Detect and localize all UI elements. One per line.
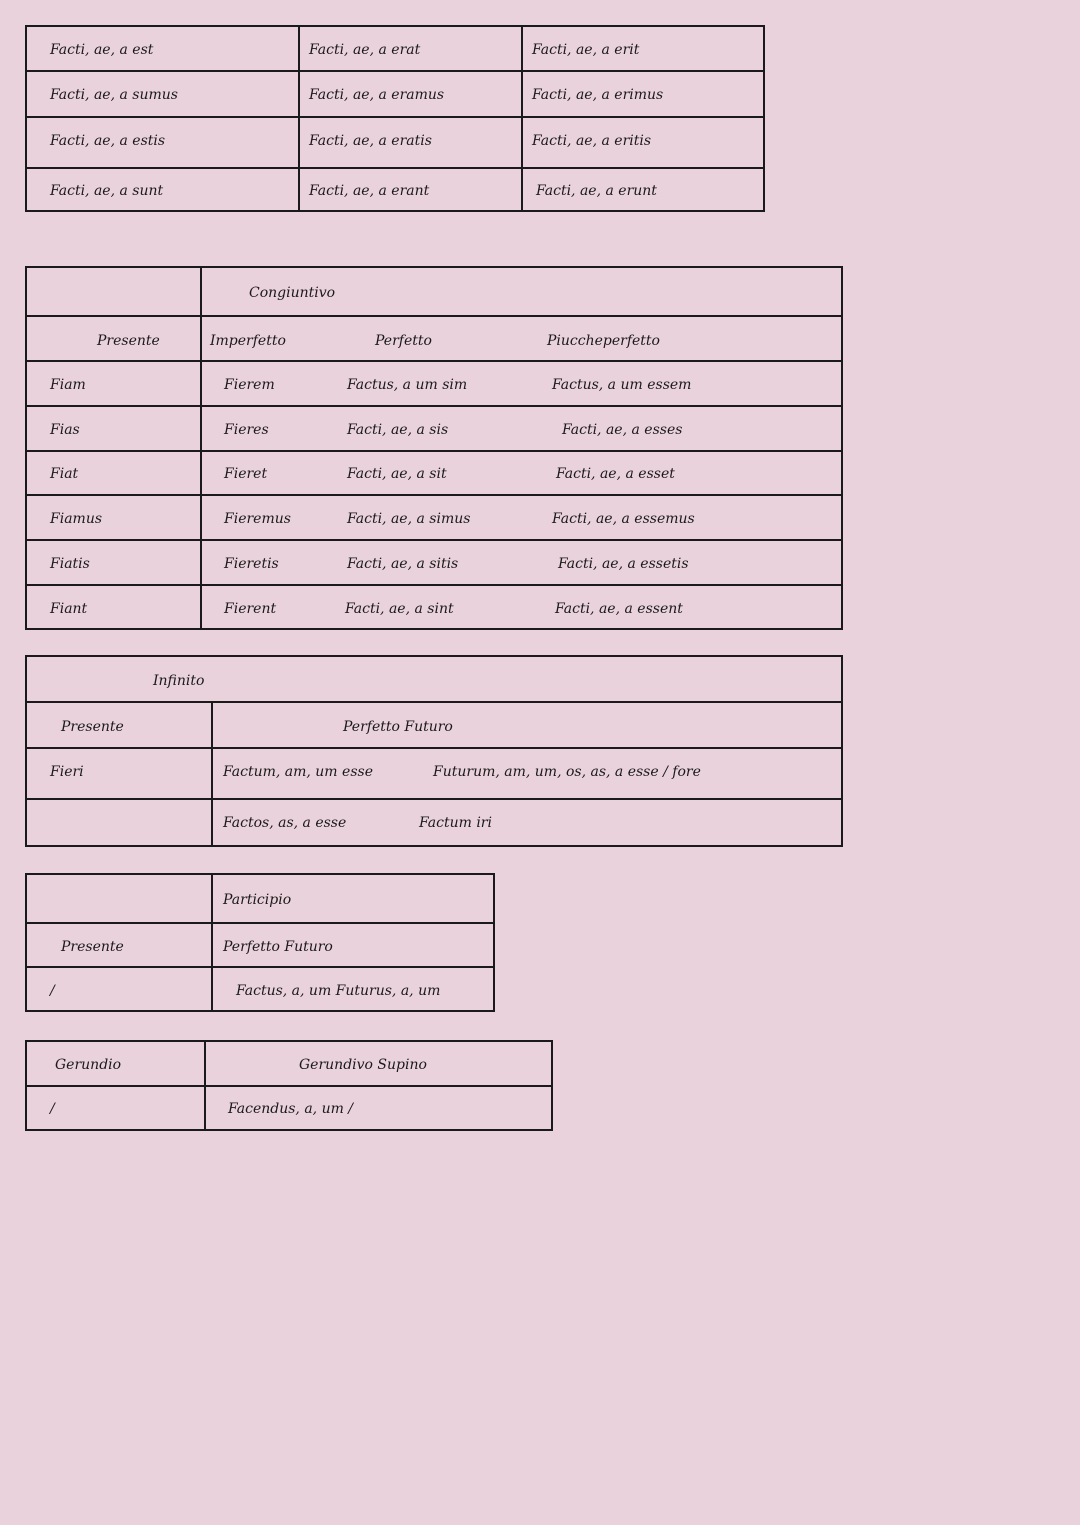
table-row — [27, 118, 763, 169]
table-cell: Factus, a um sim — [347, 377, 468, 393]
column-header: Perfetto — [375, 333, 432, 349]
table-cell: Factus, a um essem — [552, 377, 692, 393]
congiuntivo-table — [25, 266, 843, 630]
table-cell: Fiatis — [50, 556, 90, 572]
table-row — [27, 800, 841, 845]
table-cell: Fieri — [50, 764, 84, 780]
table-cell: / — [50, 983, 55, 999]
table-cell: Facti, ae, a sis — [347, 422, 449, 438]
table-header-row — [27, 317, 841, 362]
table-cell: Facti, ae, a eratis — [309, 133, 432, 149]
table-row — [27, 749, 841, 800]
table-title: Congiuntivo — [249, 285, 336, 301]
table-cell: Fias — [50, 422, 80, 438]
table-cell: Facti, ae, a sumus — [50, 87, 178, 103]
table-cell: Fieretis — [224, 556, 279, 572]
table-cell: Factus, a, um Futurus, a, um — [236, 983, 441, 999]
table-cell: Fieret — [224, 466, 268, 482]
table-cell: Fierem — [224, 377, 275, 393]
column-header: Presente — [97, 333, 160, 349]
table-cell: Facti, ae, a sunt — [50, 183, 164, 199]
table-cell: Facti, ae, a essetis — [558, 556, 689, 572]
column-header: Piuccheperfetto — [547, 333, 660, 349]
table-title-row — [27, 875, 493, 924]
column-header: Gerundivo Supino — [299, 1057, 427, 1073]
table-cell: Facti, ae, a estis — [50, 133, 166, 149]
table-row — [27, 496, 841, 541]
table-cell: Fiam — [50, 377, 86, 393]
table-cell: Fierent — [224, 601, 277, 617]
column-header: Presente — [61, 939, 124, 955]
column-header: Perfetto Futuro — [343, 719, 453, 735]
table-cell: Fieres — [224, 422, 269, 438]
table-cell: Facti, ae, a essemus — [552, 511, 695, 527]
gerundio-table — [25, 1040, 553, 1131]
table-row — [27, 452, 841, 496]
table-cell: / — [50, 1101, 55, 1117]
table-title: Participio — [223, 892, 292, 908]
table-cell: Facti, ae, a esses — [562, 422, 683, 438]
table-cell: Factum iri — [419, 815, 492, 831]
table-header-row — [27, 1042, 551, 1087]
participio-table — [25, 873, 495, 1012]
table-row — [27, 968, 493, 1010]
table-row — [27, 27, 763, 72]
table-cell: Fieremus — [224, 511, 291, 527]
table-cell: Facti, ae, a erat — [309, 42, 421, 58]
column-header: Imperfetto — [210, 333, 286, 349]
table-row — [27, 362, 841, 407]
table-cell: Facti, ae, a essent — [555, 601, 683, 617]
table-cell: Facti, ae, a eritis — [532, 133, 652, 149]
table-header-row — [27, 703, 841, 749]
column-header: Presente — [61, 719, 124, 735]
table-cell: Facti, ae, a sint — [345, 601, 454, 617]
table-row — [27, 169, 763, 210]
infinito-table — [25, 655, 843, 847]
table-cell: Facti, ae, a sit — [347, 466, 447, 482]
table-cell: Facti, ae, a eramus — [309, 87, 445, 103]
table-title-row — [27, 657, 841, 703]
column-header: Gerundio — [55, 1057, 122, 1073]
column-header: Perfetto Futuro — [223, 939, 333, 955]
table-cell: Fiant — [50, 601, 88, 617]
table-row — [27, 586, 841, 628]
table-cell: Facti, ae, a esset — [556, 466, 675, 482]
table-cell: Fiamus — [50, 511, 103, 527]
table-row — [27, 407, 841, 452]
table-cell: Futurum, am, um, os, as, a esse / fore — [433, 764, 701, 780]
table-cell: Facti, ae, a simus — [347, 511, 471, 527]
table-cell: Facendus, a, um / — [228, 1101, 354, 1117]
table-row — [27, 1087, 551, 1129]
table-cell: Facti, ae, a est — [50, 42, 154, 58]
table-row — [27, 541, 841, 586]
table-header-row — [27, 924, 493, 968]
table-cell: Facti, ae, a erunt — [536, 183, 657, 199]
table-cell: Facti, ae, a erimus — [532, 87, 664, 103]
table-cell: Factum, am, um esse — [223, 764, 373, 780]
table-cell: Facti, ae, a sitis — [347, 556, 459, 572]
table-cell: Factos, as, a esse — [223, 815, 347, 831]
table-cell: Fiat — [50, 466, 79, 482]
table-cell: Facti, ae, a erit — [532, 42, 640, 58]
table-title-row — [27, 268, 841, 317]
table-row — [27, 72, 763, 118]
perfect-passive-table — [25, 25, 765, 212]
table-cell: Facti, ae, a erant — [309, 183, 430, 199]
table-title: Infinito — [153, 673, 205, 689]
